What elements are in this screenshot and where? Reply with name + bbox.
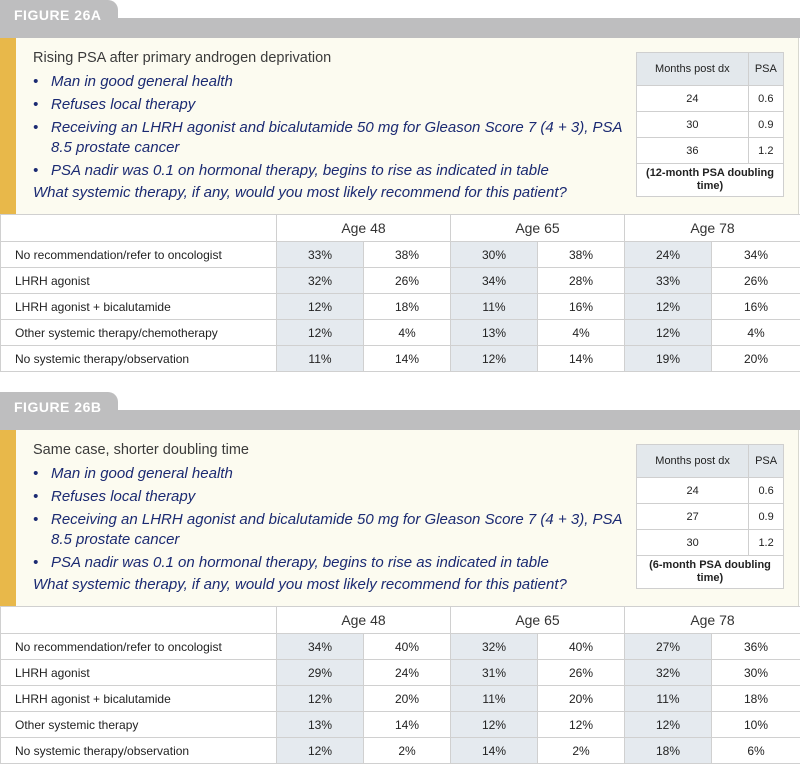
psa-value: 0.9 — [749, 504, 784, 530]
psa-col-psa: PSA — [749, 445, 784, 478]
percent-cell: 38% — [538, 242, 625, 268]
case-title: Rising PSA after primary androgen deprivation — [33, 50, 332, 66]
accent-stripe — [0, 38, 16, 214]
row-label: No systemic therapy/observation — [1, 346, 277, 372]
psa-months: 30 — [637, 112, 749, 138]
percent-cell: 30% — [451, 242, 538, 268]
percent-cell: 16% — [712, 294, 800, 320]
percent-cell: 16% — [538, 294, 625, 320]
percent-cell: 20% — [538, 686, 625, 712]
case-bullet: • Receiving an LHRH agonist and bicalutamide 50 mg for Gleason Score 7 (4 + 3), PSA 8.5 prostate cancer — [33, 118, 623, 158]
age-header: Age 78 — [625, 607, 800, 634]
psa-table — [636, 444, 784, 589]
percent-cell: 33% — [625, 268, 712, 294]
figure-header-bar — [0, 410, 800, 430]
results-row — [1, 634, 800, 660]
results-row — [1, 294, 800, 320]
age-header: Age 48 — [277, 607, 451, 634]
percent-cell: 12% — [277, 686, 364, 712]
percent-cell: 20% — [712, 346, 800, 372]
percent-cell: 34% — [277, 634, 364, 660]
row-label: No recommendation/refer to oncologist — [1, 242, 277, 268]
results-table — [0, 214, 800, 372]
age-header: Age 48 — [277, 215, 451, 242]
percent-cell: 34% — [451, 268, 538, 294]
psa-doubling-note: (6-month PSA doubling time) — [637, 556, 784, 589]
percent-cell: 33% — [277, 242, 364, 268]
case-box — [0, 430, 799, 606]
percent-cell: 40% — [538, 634, 625, 660]
percent-cell: 18% — [712, 686, 800, 712]
percent-cell: 26% — [364, 268, 451, 294]
percent-cell: 14% — [364, 346, 451, 372]
row-label: LHRH agonist + bicalutamide — [1, 294, 277, 320]
row-label: Other systemic therapy — [1, 712, 277, 738]
psa-months: 24 — [637, 86, 749, 112]
case-question: What systemic therapy, if any, would you most likely recommend for this patient? — [33, 576, 567, 593]
row-label: LHRH agonist — [1, 660, 277, 686]
percent-cell: 13% — [277, 712, 364, 738]
psa-value: 1.2 — [748, 138, 783, 164]
psa-months: 36 — [637, 138, 749, 164]
percent-cell: 12% — [451, 346, 538, 372]
percent-cell: 12% — [625, 712, 712, 738]
case-bullet: • Receiving an LHRH agonist and bicalutamide 50 mg for Gleason Score 7 (4 + 3), PSA 8.5 prostate cancer — [33, 510, 623, 550]
psa-col-months: Months post dx — [637, 445, 749, 478]
psa-col-months: Months post dx — [637, 53, 749, 86]
percent-cell: 19% — [625, 346, 712, 372]
percent-cell: 20% — [364, 686, 451, 712]
figure-26b — [0, 392, 800, 767]
case-box — [0, 38, 799, 214]
percent-cell: 12% — [277, 294, 364, 320]
psa-value: 0.6 — [748, 86, 783, 112]
psa-months: 30 — [637, 530, 749, 556]
row-label: LHRH agonist — [1, 268, 277, 294]
percent-cell: 32% — [277, 268, 364, 294]
results-row — [1, 738, 800, 764]
percent-cell: 12% — [277, 738, 364, 764]
results-row — [1, 712, 800, 738]
percent-cell: 10% — [712, 712, 800, 738]
row-label: No systemic therapy/observation — [1, 738, 277, 764]
age-header: Age 65 — [451, 607, 625, 634]
psa-table — [636, 52, 784, 197]
percent-cell: 26% — [538, 660, 625, 686]
percent-cell: 28% — [538, 268, 625, 294]
case-bullets — [33, 464, 623, 576]
percent-cell: 30% — [712, 660, 800, 686]
percent-cell: 34% — [712, 242, 800, 268]
percent-cell: 12% — [625, 320, 712, 346]
results-row — [1, 268, 800, 294]
figure-label: FIGURE 26B — [0, 392, 118, 420]
percent-cell: 32% — [625, 660, 712, 686]
percent-cell: 11% — [625, 686, 712, 712]
figure-header-bar — [0, 18, 800, 38]
percent-cell: 13% — [451, 320, 538, 346]
percent-cell: 18% — [625, 738, 712, 764]
case-bullets — [33, 72, 623, 184]
age-header: Age 78 — [625, 215, 800, 242]
figure-label: FIGURE 26A — [0, 0, 118, 28]
percent-cell: 29% — [277, 660, 364, 686]
percent-cell: 14% — [538, 346, 625, 372]
results-row — [1, 242, 800, 268]
percent-cell: 14% — [451, 738, 538, 764]
percent-cell: 40% — [364, 634, 451, 660]
results-row — [1, 686, 800, 712]
row-label: Other systemic therapy/chemotherapy — [1, 320, 277, 346]
results-row — [1, 320, 800, 346]
case-bullet: • Refuses local therapy — [33, 95, 623, 115]
percent-cell: 36% — [712, 634, 800, 660]
percent-cell: 12% — [277, 320, 364, 346]
percent-cell: 11% — [451, 686, 538, 712]
percent-cell: 11% — [277, 346, 364, 372]
case-bullet: • PSA nadir was 0.1 on hormonal therapy, begins to rise as indicated in table — [33, 553, 623, 573]
percent-cell: 6% — [712, 738, 800, 764]
percent-cell: 24% — [364, 660, 451, 686]
percent-cell: 2% — [364, 738, 451, 764]
psa-doubling-note: (12-month PSA doubling time) — [637, 164, 784, 197]
percent-cell: 38% — [364, 242, 451, 268]
psa-value: 1.2 — [749, 530, 784, 556]
percent-cell: 4% — [538, 320, 625, 346]
percent-cell: 26% — [712, 268, 800, 294]
percent-cell: 4% — [712, 320, 800, 346]
age-header: Age 65 — [451, 215, 625, 242]
psa-value: 0.6 — [749, 478, 784, 504]
results-table — [0, 606, 800, 764]
psa-col-psa: PSA — [748, 53, 783, 86]
percent-cell: 12% — [625, 294, 712, 320]
results-row — [1, 660, 800, 686]
results-header-blank — [1, 607, 277, 634]
results-row — [1, 346, 800, 372]
case-question: What systemic therapy, if any, would you most likely recommend for this patient? — [33, 184, 567, 201]
case-bullet: • PSA nadir was 0.1 on hormonal therapy, begins to rise as indicated in table — [33, 161, 623, 181]
percent-cell: 12% — [538, 712, 625, 738]
psa-months: 27 — [637, 504, 749, 530]
percent-cell: 4% — [364, 320, 451, 346]
psa-value: 0.9 — [748, 112, 783, 138]
accent-stripe — [0, 430, 16, 606]
figure-26a — [0, 0, 800, 380]
case-bullet: • Man in good general health — [33, 72, 623, 92]
percent-cell: 31% — [451, 660, 538, 686]
psa-months: 24 — [637, 478, 749, 504]
percent-cell: 11% — [451, 294, 538, 320]
percent-cell: 12% — [451, 712, 538, 738]
row-label: No recommendation/refer to oncologist — [1, 634, 277, 660]
results-header-blank — [1, 215, 277, 242]
percent-cell: 18% — [364, 294, 451, 320]
percent-cell: 2% — [538, 738, 625, 764]
percent-cell: 27% — [625, 634, 712, 660]
case-bullet: • Refuses local therapy — [33, 487, 623, 507]
row-label: LHRH agonist + bicalutamide — [1, 686, 277, 712]
percent-cell: 24% — [625, 242, 712, 268]
percent-cell: 14% — [364, 712, 451, 738]
percent-cell: 32% — [451, 634, 538, 660]
case-title: Same case, shorter doubling time — [33, 442, 249, 458]
case-bullet: • Man in good general health — [33, 464, 623, 484]
